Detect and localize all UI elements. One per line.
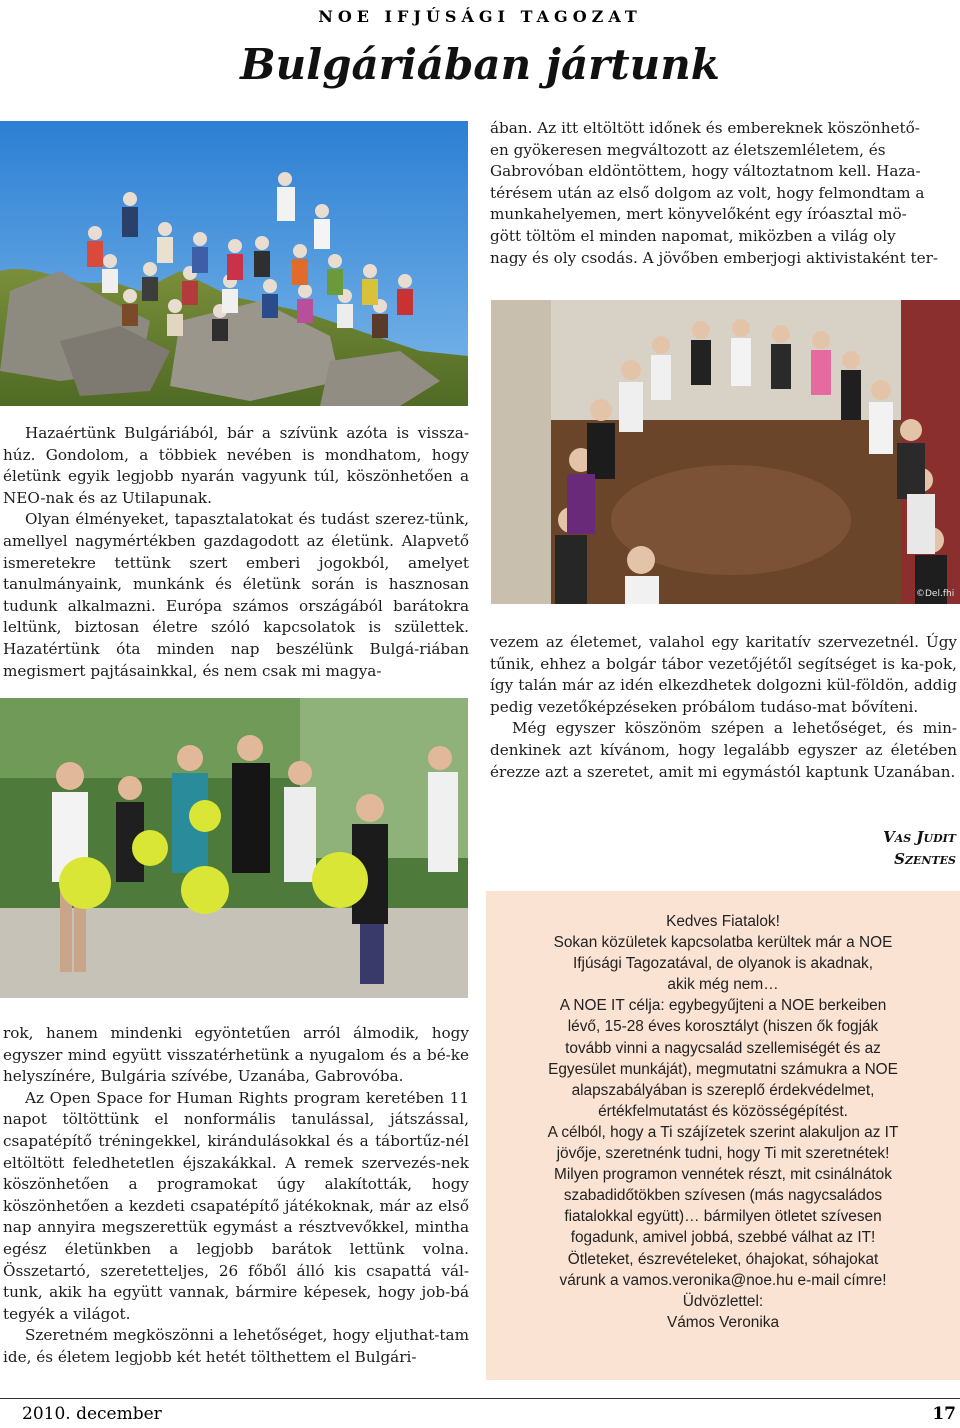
- notice-line: alapszabályában is szereplő érdekvédelmet,: [571, 1081, 875, 1099]
- notice-line: Üdvözlettel:: [682, 1292, 764, 1310]
- text-line: ában. Az itt eltöltött időnek és embereknek köszönhető-: [490, 119, 920, 137]
- notice-line: Milyen programon vennétek részt, mit csinálnátok: [554, 1166, 892, 1184]
- paragraph: vezem az életemet, valahol egy karitatív szervezetnél. Úgy tűnik, ehhez a bolgár tábor vezetőjétől segítséget is ka-pok, így talán már az idén elkezdhetek dolgozni kül-földön, addig pedig vezetőképzéseken próbálom tudáso-mat bővíteni.: [490, 633, 957, 716]
- text-line: en gyökeresen megváltozott az életszemléletem, és: [490, 140, 886, 159]
- paragraph: Még egyszer köszönöm szépen a lehetőséget, és min-denkinek azt kívánom, hogy legalább egyszer az életében érezze azt a szeretet, amit mi egymástól kaptunk Uzanában.: [490, 719, 957, 781]
- left-column-middle: [3, 423, 469, 682]
- text-line: munkahelyemen, mert könyvelőként egy íróasztal mö-: [490, 205, 907, 224]
- notice-line: Vámos Veronika: [666, 1313, 780, 1331]
- photo-watermark: ©Del.fhi: [916, 589, 955, 599]
- author-name: Vas Judit: [883, 828, 956, 846]
- notice-line: fogadunk, amivel jobbá, szebbé válhat az IT!: [570, 1229, 876, 1247]
- article-title: Bulgáriában jártunk: [240, 40, 720, 89]
- notice-line: jövője, szeretnénk tudni, hogy Ti mit szeretnétek!: [556, 1145, 890, 1163]
- notice-line: Kedves Fiatalok!: [666, 913, 780, 930]
- notice-line: akik még nem…: [667, 976, 779, 994]
- notice-line: Ötleteket, észrevételeket, óhajokat, sóhajokat: [567, 1250, 879, 1268]
- footer-date: 2010. december: [22, 1404, 162, 1424]
- notice-line: fiatalokkal együtt)… bármilyen ötletet szívesen: [564, 1208, 882, 1226]
- text-line: térésem után az első dolgom az volt, hogy felmondtam a: [490, 183, 925, 202]
- photo-balloons: [0, 698, 468, 998]
- right-column-middle: [490, 632, 957, 783]
- notice-line: A NOE IT célja: egybegyűjteni a NOE berkeiben: [559, 997, 887, 1015]
- text-line: nagy és oly csodás. A jövőben emberjogi aktivistaként ter-: [490, 248, 938, 267]
- paragraph: Hazaértünk Bulgáriából, bár a szívünk azóta is vissza-húz. Gondolom, a többiek nevében is mondhatom, hogy életünk egyik legjobb nyarán vagyunk túl, köszönhetően a NEO-nak és az Utilapunak.: [3, 424, 469, 507]
- left-column-bottom: [3, 1023, 469, 1369]
- text-line: Gabrovóban eldöntöttem, hogy változtatnom kell. Haza-: [490, 162, 921, 181]
- photo-indoor-circle: [491, 300, 960, 604]
- right-column-top: [490, 118, 957, 269]
- notice-line: tovább vinni a nagycsalád szellemiségét és az: [565, 1039, 881, 1057]
- notice-line: Egyesület munkáját), megmutatni számukra a NOE: [548, 1060, 898, 1078]
- notice-line: lévő, 15-28 éves korosztályt (hiszen ők fogják: [567, 1018, 879, 1036]
- paragraph: Az Open Space for Human Rights program keretében 11 napot töltöttünk el nonformális tanulással, játszással, csapatépítő tréningekkel, kirándulásokkal és a tábortűz-nél eltöltött feledhetetlen éjszakákkal. A remek szervezés-nek köszönhetően a programokat úgy alakították, hogy köszönhetően a kezdeti csapatépítő játékoknak, már az első nap annyira megszerettük egymást a résztvevőkkel, mintha egész életünkben a legjobb barátok lettünk volna. Összetartó, szeretetteljes, 26 főből álló kis csapattá vál-tunk, akik ha együtt vannak, bármire képesek, hogy job-bá tegyék a világot.: [3, 1088, 469, 1323]
- text-line: gött töltöm el minden napomat, miközben a világ oly: [490, 226, 896, 245]
- footer-divider: [0, 1398, 960, 1399]
- notice-box: [486, 891, 960, 1380]
- notice-line: várunk a vamos.veronika@noe.hu e-mail címre!: [559, 1271, 887, 1289]
- paragraph: Szeretném megköszönni a lehetőséget, hogy eljuthat-tam ide, és életem legjobb két hetét tölthettem el Bulgári-: [3, 1326, 469, 1366]
- page-number: 17: [932, 1404, 956, 1424]
- paragraph: Olyan élményeket, tapasztalatokat és tudást szerez-tünk, amellyel nagymértékben gazdagodott az életünk. Alapvető ismeretekre tettünk szert emberi jogokból, amelyet tanulmányaink, munkánk és életünk során is hasznosan tudunk alkalmazni. Európa számos országából barátokra leltünk, biztosan életre szóló kapcsolatok is születtek. Hazatértünk óta minden nap beszélünk Bulgá-riában megismert pajtásainkkal, és nem csak mi magya-: [3, 510, 469, 680]
- section-label: NOE IFJÚSÁGI TAGOZAT: [318, 7, 642, 26]
- notice-line: Ifjúsági Tagozatával, de olyanok is akadnak,: [572, 955, 874, 973]
- notice-line: értékfelmutatást és közösségépítést.: [598, 1102, 848, 1120]
- photo-mountain-group: [0, 121, 468, 406]
- notice-line: A célból, hogy a Ti szájízetek szerint alakuljon az IT: [547, 1123, 899, 1141]
- notice-line: Sokan közületek kapcsolatba kerültek már a NOE: [553, 934, 893, 952]
- author-city: Szentes: [894, 850, 956, 868]
- notice-line: szabadidőtökben szívesen (más nagycsaládos: [563, 1187, 883, 1205]
- paragraph: rok, hanem mindenki egyöntetűen arról álmodik, hogy egyszer mind együtt visszatérhetünk a nyugalom és a bé-ke helyszínére, Bulgária szívébe, Uzanába, Gabrovóba.: [3, 1024, 469, 1086]
